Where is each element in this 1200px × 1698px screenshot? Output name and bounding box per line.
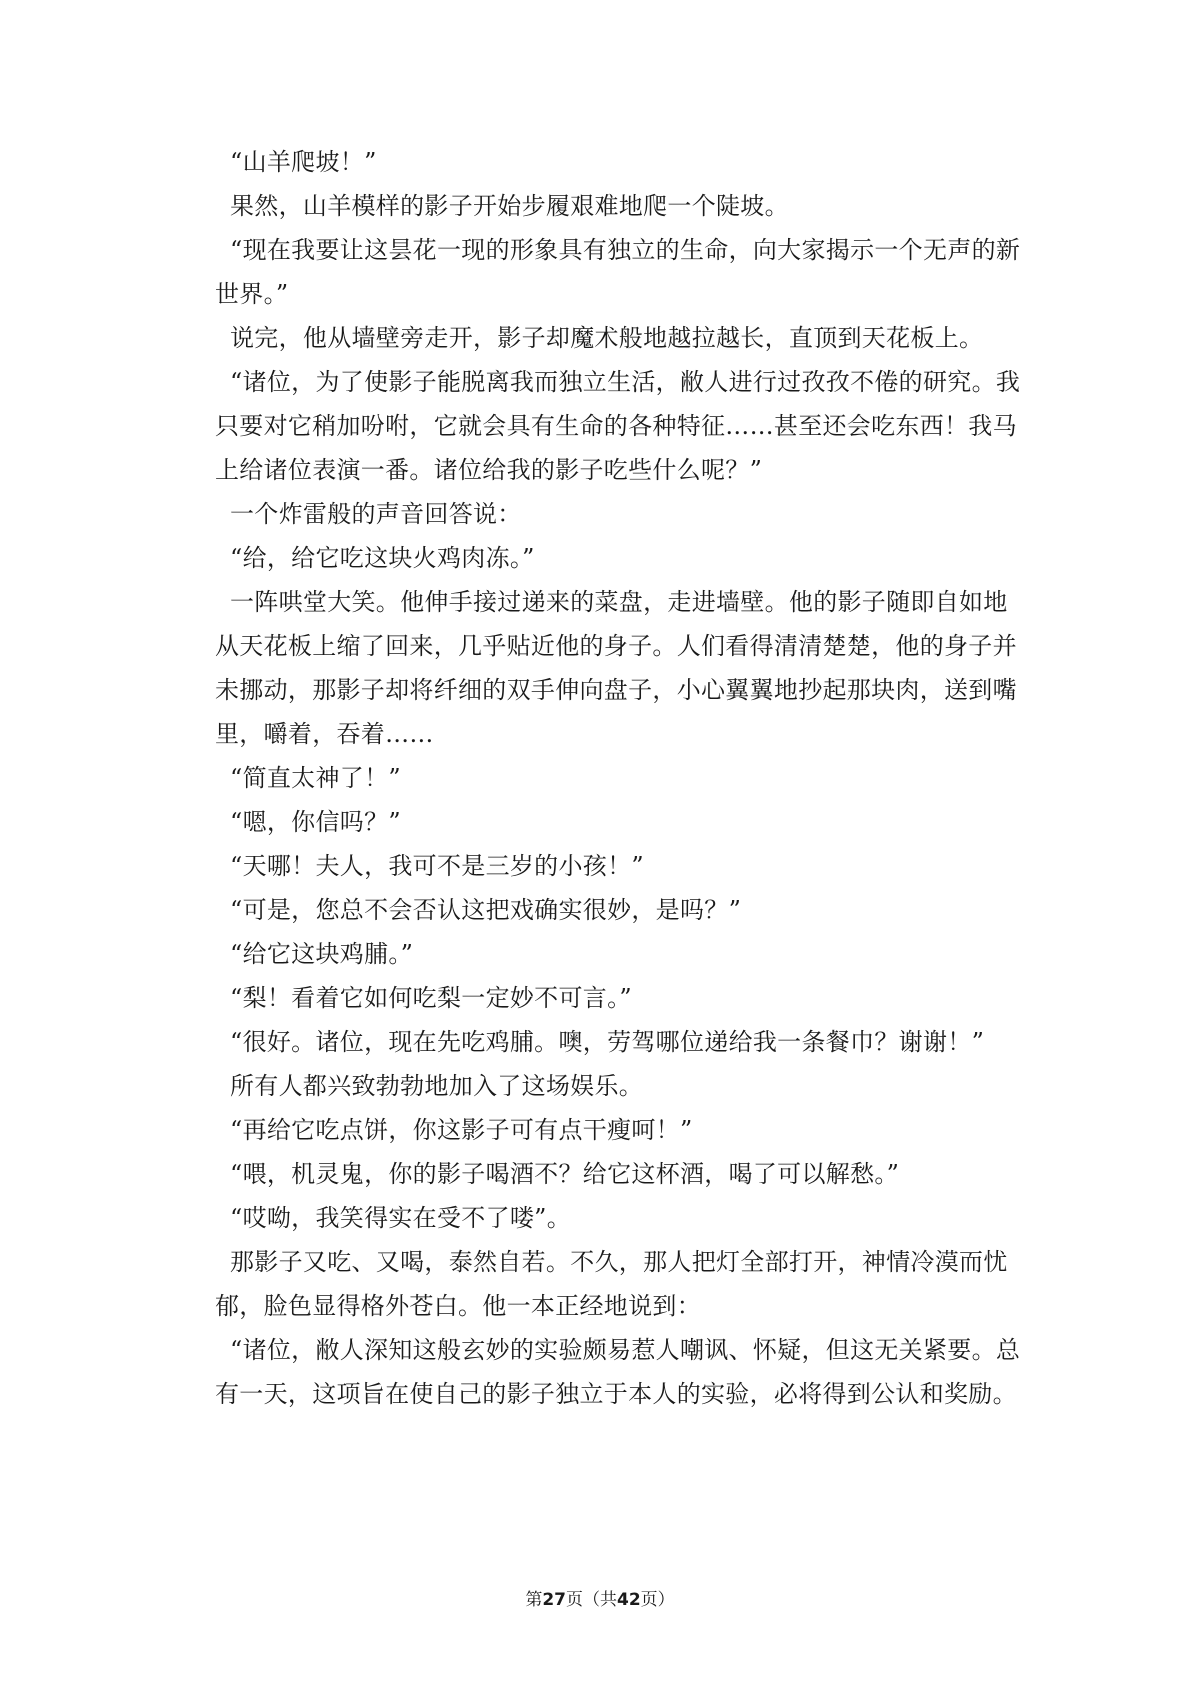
paragraph: “天哪！夫人，我可不是三岁的小孩！” — [230, 852, 644, 880]
paragraph: “现在我要让这昙花一现的形象具有独立的生命，向大家揭示一个无声的新世界。” — [215, 236, 1021, 308]
paragraph: “山羊爬坡！” — [230, 148, 377, 176]
paragraph: “诸位，敝人深知这般玄妙的实验颇易惹人嘲讽、怀疑，但这无关紧要。总有一天，这项旨在使自己的影子独立于本人的实验，必将得到公认和奖励。 — [215, 1336, 1021, 1408]
paragraph: “再给它吃点饼，你这影子可有点干瘦呵！” — [230, 1116, 693, 1144]
paragraph: 那影子又吃、又喝，泰然自若。不久，那人把灯全部打开，神情冷漠而忧郁，脸色显得格外苍白。他一本正经地说到： — [215, 1248, 1008, 1320]
paragraph: 果然，山羊模样的影子开始步履艰难地爬一个陡坡。 — [230, 192, 789, 220]
paragraph: 所有人都兴致勃勃地加入了这场娱乐。 — [230, 1072, 644, 1100]
paragraph: “嗯，你信吗？” — [230, 808, 401, 836]
current-page-number: 27 — [542, 1590, 566, 1610]
document-body — [215, 140, 1025, 1416]
paragraph: “给，给它吃这块火鸡肉冻。” — [230, 544, 535, 572]
paragraph: “很好。诸位，现在先吃鸡脯。噢，劳驾哪位递给我一条餐巾？谢谢！” — [230, 1028, 985, 1056]
paragraph: “哎呦，我笑得实在受不了喽”。 — [230, 1204, 572, 1232]
paragraph: “喂，机灵鬼，你的影子喝酒不？给它这杯酒，喝了可以解愁。” — [230, 1160, 900, 1188]
footer-prefix: 第 — [525, 1590, 543, 1610]
paragraph: “可是，您总不会否认这把戏确实很妙，是吗？” — [230, 896, 742, 924]
paragraph: “简直太神了！” — [230, 764, 401, 792]
paragraph: “给它这块鸡脯。” — [230, 940, 414, 968]
footer-suffix: 页） — [640, 1590, 675, 1610]
total-page-count: 42 — [617, 1590, 641, 1610]
footer-middle: 页（共 — [566, 1590, 617, 1610]
page-number-footer — [0, 1588, 1200, 1612]
paragraph: “梨！看着它如何吃梨一定妙不可言。” — [230, 984, 632, 1012]
paragraph: 一个炸雷般的声音回答说： — [230, 500, 522, 528]
paragraph: 说完，他从墙壁旁走开，影子却魔术般地越拉越长，直顶到天花板上。 — [230, 324, 984, 352]
paragraph: 一阵哄堂大笑。他伸手接过递来的菜盘，走进墙壁。他的影子随即自如地从天花板上缩了回来，几乎贴近他的身子。人们看得清清楚楚，他的身子并未挪动，那影子却将纤细的双手伸向盘子，小心翼翼地抄起那块肉，送到嘴里，嚼着，吞着…… — [215, 588, 1017, 748]
paragraph: “诸位，为了使影子能脱离我而独立生活，敝人进行过孜孜不倦的研究。我只要对它稍加吩咐，它就会具有生命的各种特征……甚至还会吃东西！我马上给诸位表演一番。诸位给我的影子吃些什么呢？” — [215, 368, 1021, 484]
